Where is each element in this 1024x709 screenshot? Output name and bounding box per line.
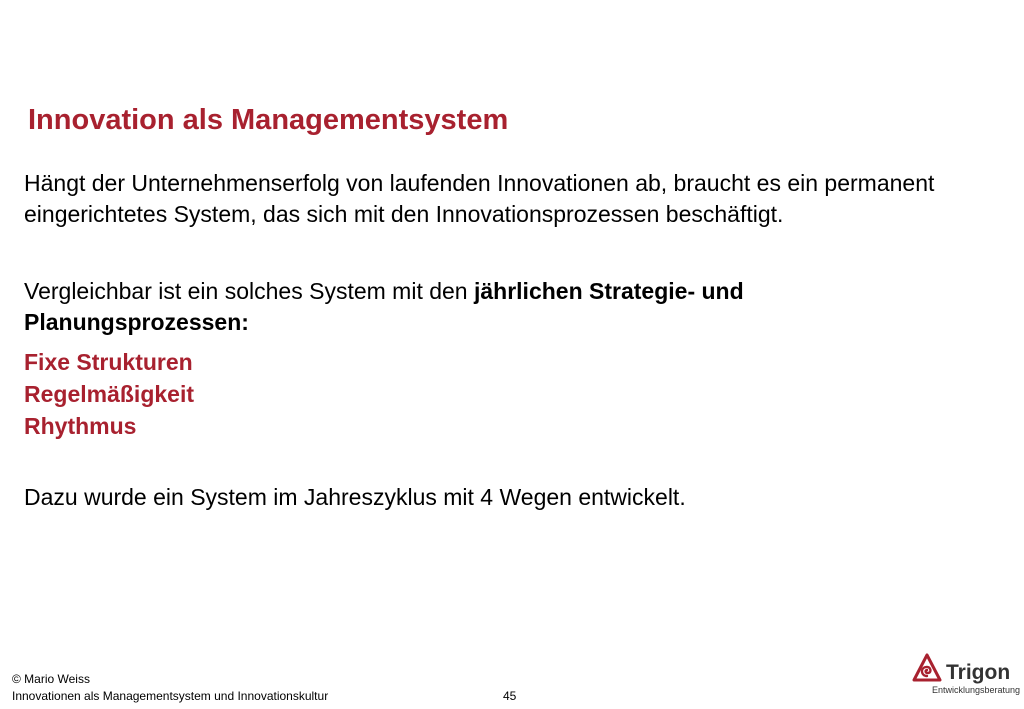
comparison-bold-text: jährlichen Strategie- und Planungsprozessen: xyxy=(24,278,744,335)
slide-title: Innovation als Managementsystem xyxy=(28,104,509,136)
comparison-text: Vergleichbar ist ein solches System mit den xyxy=(24,278,474,304)
highlight-list xyxy=(24,346,944,442)
trigon-logo xyxy=(910,650,1021,698)
trigon-spiral-icon xyxy=(910,650,944,684)
highlight-item: Regelmäßigkeit xyxy=(24,381,194,407)
highlight-item: Rhythmus xyxy=(24,413,137,439)
slide-content xyxy=(24,168,944,513)
intro-paragraph: Hängt der Unternehmenserfolg von laufenden Innovationen ab, braucht es ein permanent eingerichtetes System, das sich mit den Innovationsprozessen beschäftigt. xyxy=(24,170,935,227)
logo-name: Trigon xyxy=(946,661,1011,684)
comparison-paragraph xyxy=(24,276,944,338)
footer-copyright: © Mario Weiss xyxy=(12,672,90,686)
logo-tagline: Entwicklungsberatung xyxy=(932,685,1021,695)
page-number: 45 xyxy=(503,689,517,703)
highlight-item: Fixe Strukturen xyxy=(24,349,193,375)
footer-subtitle: Innovationen als Managementsystem und Innovationskultur xyxy=(12,689,329,703)
conclusion-paragraph: Dazu wurde ein System im Jahreszyklus mit 4 Wegen entwickelt. xyxy=(24,484,686,510)
